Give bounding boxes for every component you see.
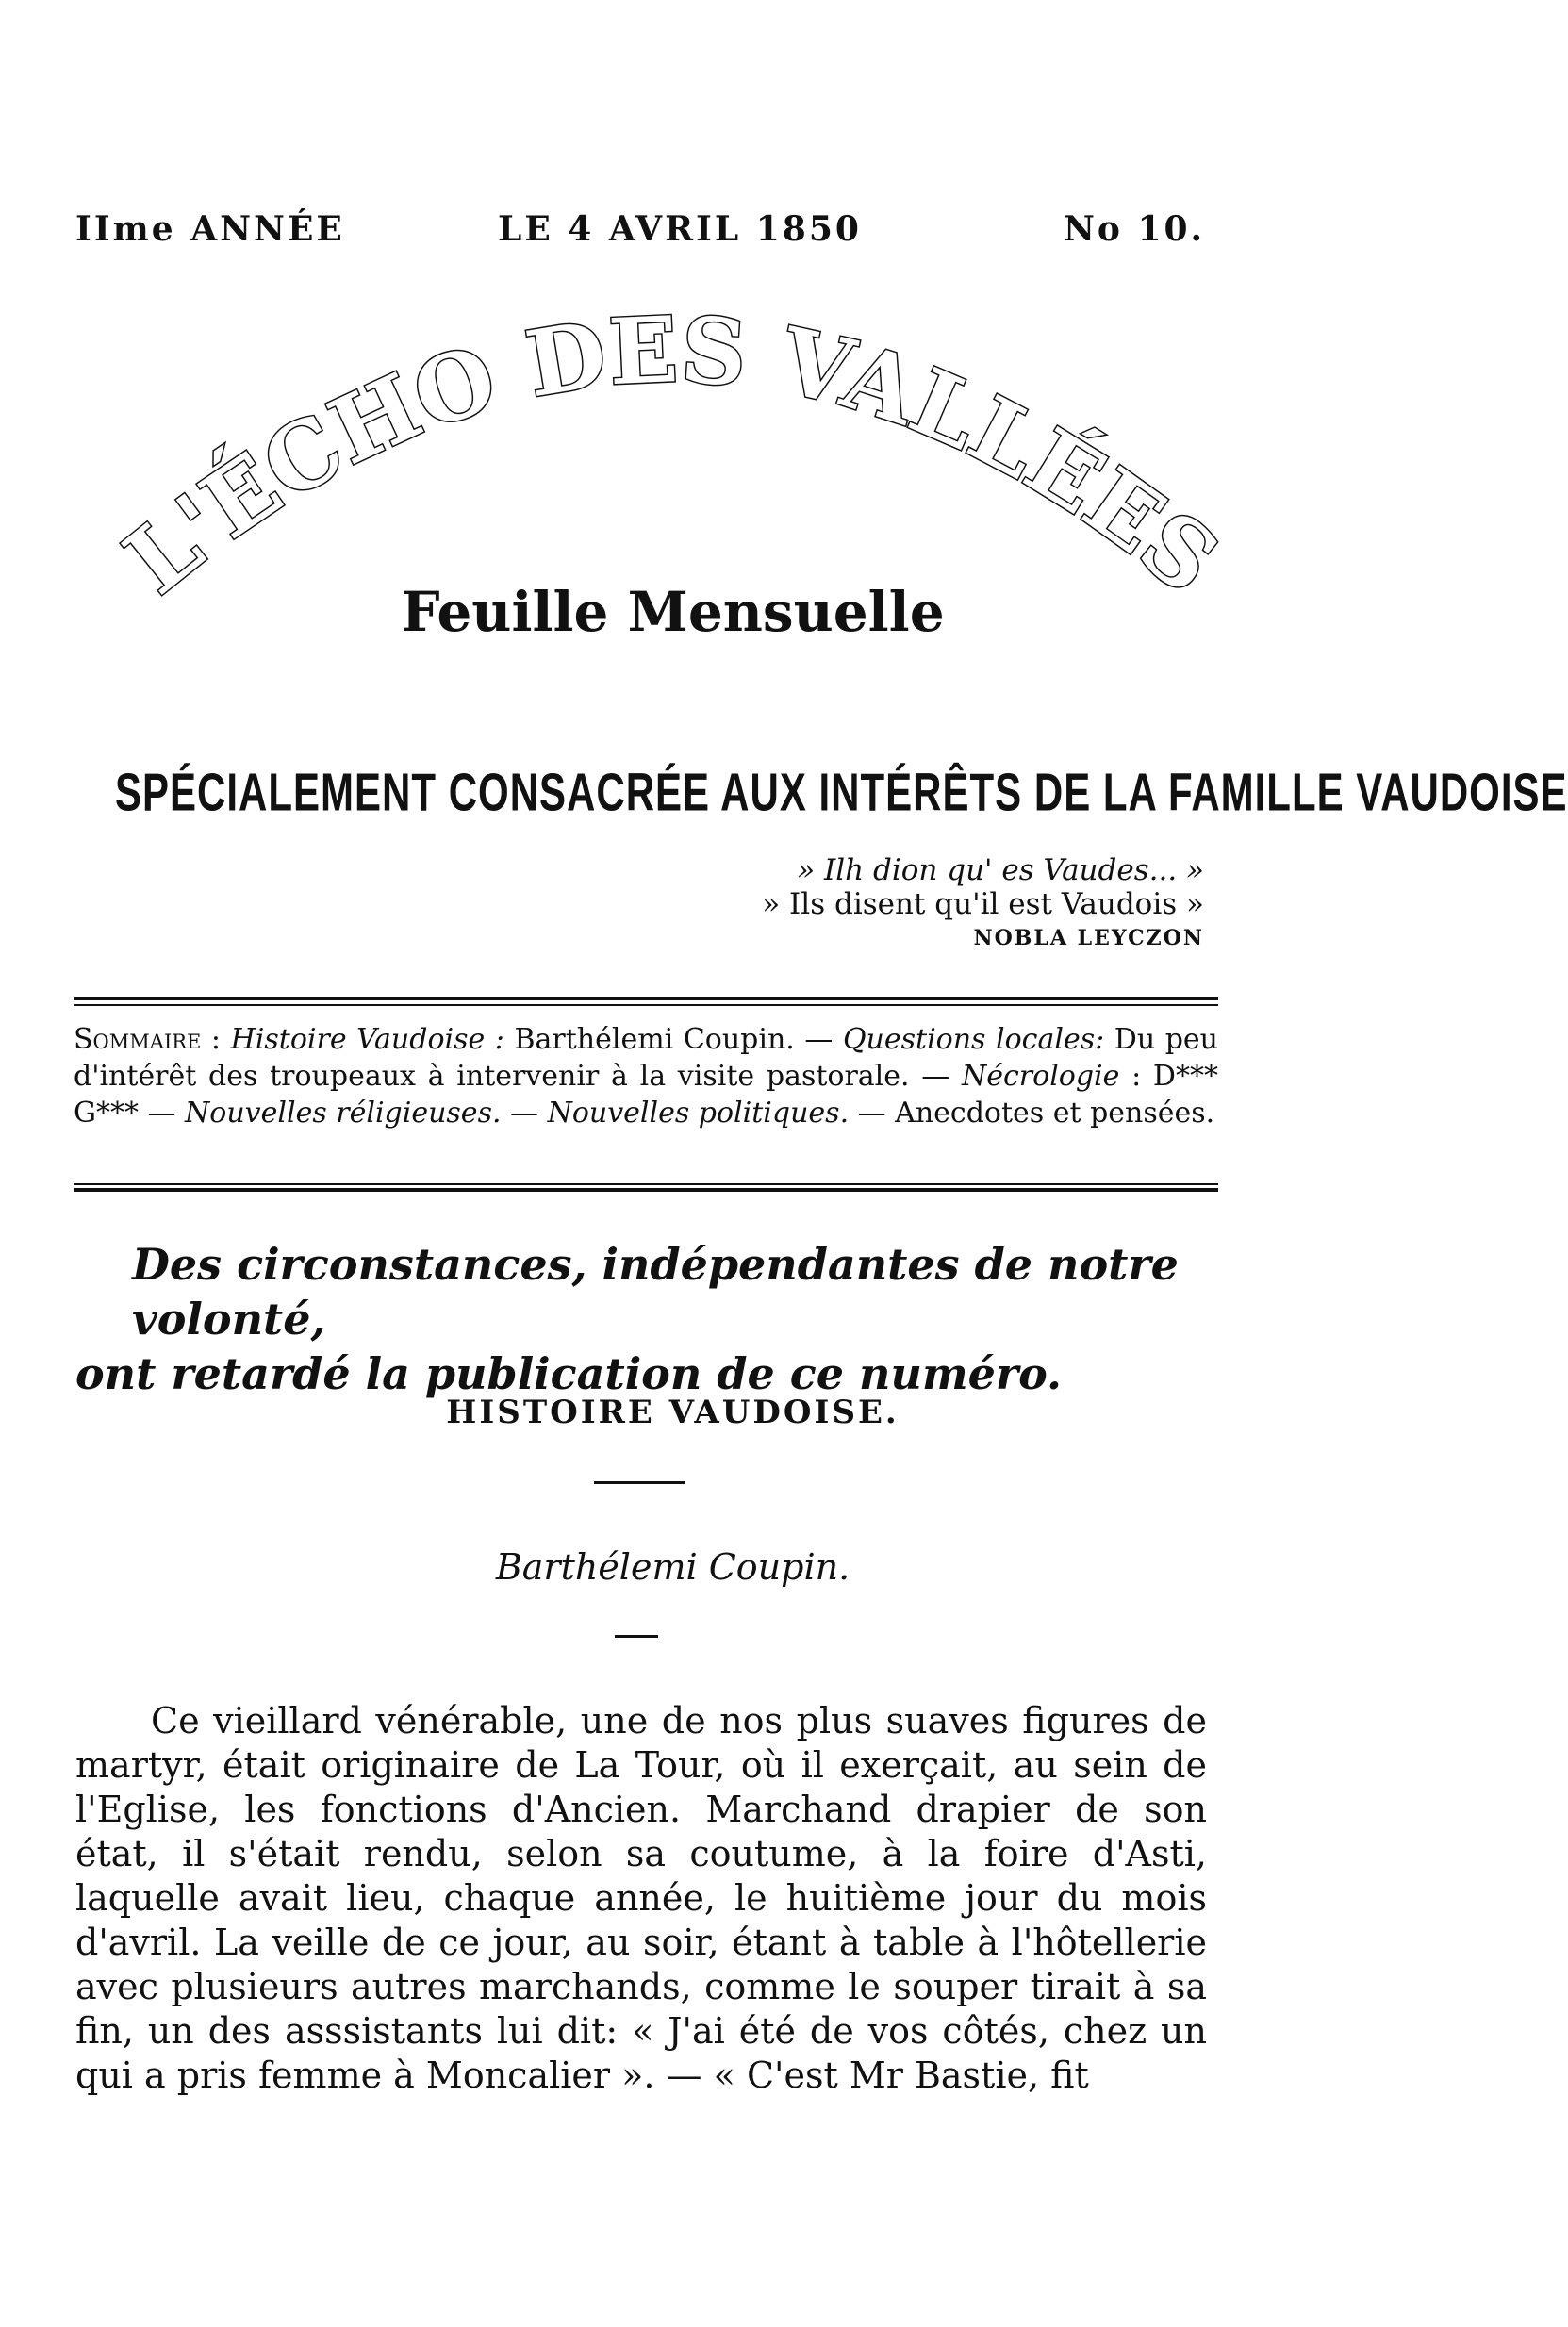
sommaire-text-3: : D*** G*** — <box>74 1060 1218 1130</box>
notice-line-1: Des circonstances, indépendantes de notre volonté, <box>132 1239 1179 1345</box>
section-divider <box>594 1481 685 1484</box>
top-rule-thick <box>74 997 1218 1000</box>
bottom-rule-thick <box>74 1188 1218 1192</box>
epigraph-line-1: » Ilh dion qu' es Vaudes... » <box>797 853 1204 887</box>
top-rule-thin <box>74 1004 1218 1006</box>
article-paragraph: Ce vieillard vénérable, une de nos plus suaves figures de martyr, était originaire de La Tour, où il exerçait, au sein de l'Eglise, les fonctions d'Ancien. Marchand drapier de son état, il s'était rendu, selon sa coutume, à la foire d'Asti, laquelle avait lieu, chaque année, le huitième jour du mois d'avril. La veille de ce jour, au soir, étant à table à l'hôtellerie avec plusieurs autres marchands, comme le souper tirait à sa fin, un des asssistants lui dit: « J'ai été de vos côtés, chez un qui a pris femme à Moncalier ». — « C'est Mr Bastie, fit <box>75 1700 1207 2096</box>
svg-text:L'ÉCHO DES VALLÉES <box>106 296 1238 614</box>
bottom-rule-thin <box>74 1183 1218 1185</box>
newspaper-title: L'ÉCHO DES VALLÉES <box>106 296 1239 615</box>
article-title: Barthélemi Coupin. <box>495 1546 850 1588</box>
sommaire-text-2: Du peu d'intérêt des troupeaux à intervenir à la visite pastorale. — <box>74 1023 1218 1093</box>
sommaire-text-4: — <box>501 1097 548 1130</box>
sommaire-section-2: Questions locales: <box>842 1023 1105 1056</box>
sommaire-section-3: Nécrologie <box>961 1060 1120 1093</box>
notice-line-2: ont retardé la publication de ce numéro. <box>75 1348 1063 1399</box>
section-title: HISTOIRE VAUDOISE. <box>446 1394 900 1431</box>
issue-number: No 10. <box>1064 209 1206 249</box>
sommaire-section-1: Histoire Vaudoise : <box>230 1023 504 1056</box>
issue-date: LE 4 AVRIL 1850 <box>498 209 862 249</box>
article-divider <box>615 1635 658 1638</box>
epigraph-line-2: » Ils disent qu'il est Vaudois » <box>762 887 1204 921</box>
sommaire-section-4: Nouvelles réligieuses. <box>185 1097 502 1130</box>
year-label: IIme ANNÉE <box>75 209 345 249</box>
epigraph-source: NOBLA LEYCZON <box>973 926 1204 950</box>
sommaire <box>74 1021 1218 1131</box>
sommaire-section-5: Nouvelles politiques. <box>547 1097 850 1130</box>
epigraph <box>544 853 1204 955</box>
publication-frequency: Feuille Mensuelle <box>401 580 945 644</box>
dedication-line: SPÉCIALEMENT CONSACRÉE AUX INTÉRÊTS DE LA FAMILLE VAUDOISE <box>115 762 1568 822</box>
sommaire-text-1: Barthélemi Coupin. — <box>503 1023 843 1056</box>
sommaire-label: Sommaire : <box>74 1023 222 1056</box>
article-body <box>75 1699 1207 2098</box>
sommaire-text-5: — Anecdotes et pensées. <box>849 1097 1215 1130</box>
publication-notice <box>75 1237 1218 1401</box>
